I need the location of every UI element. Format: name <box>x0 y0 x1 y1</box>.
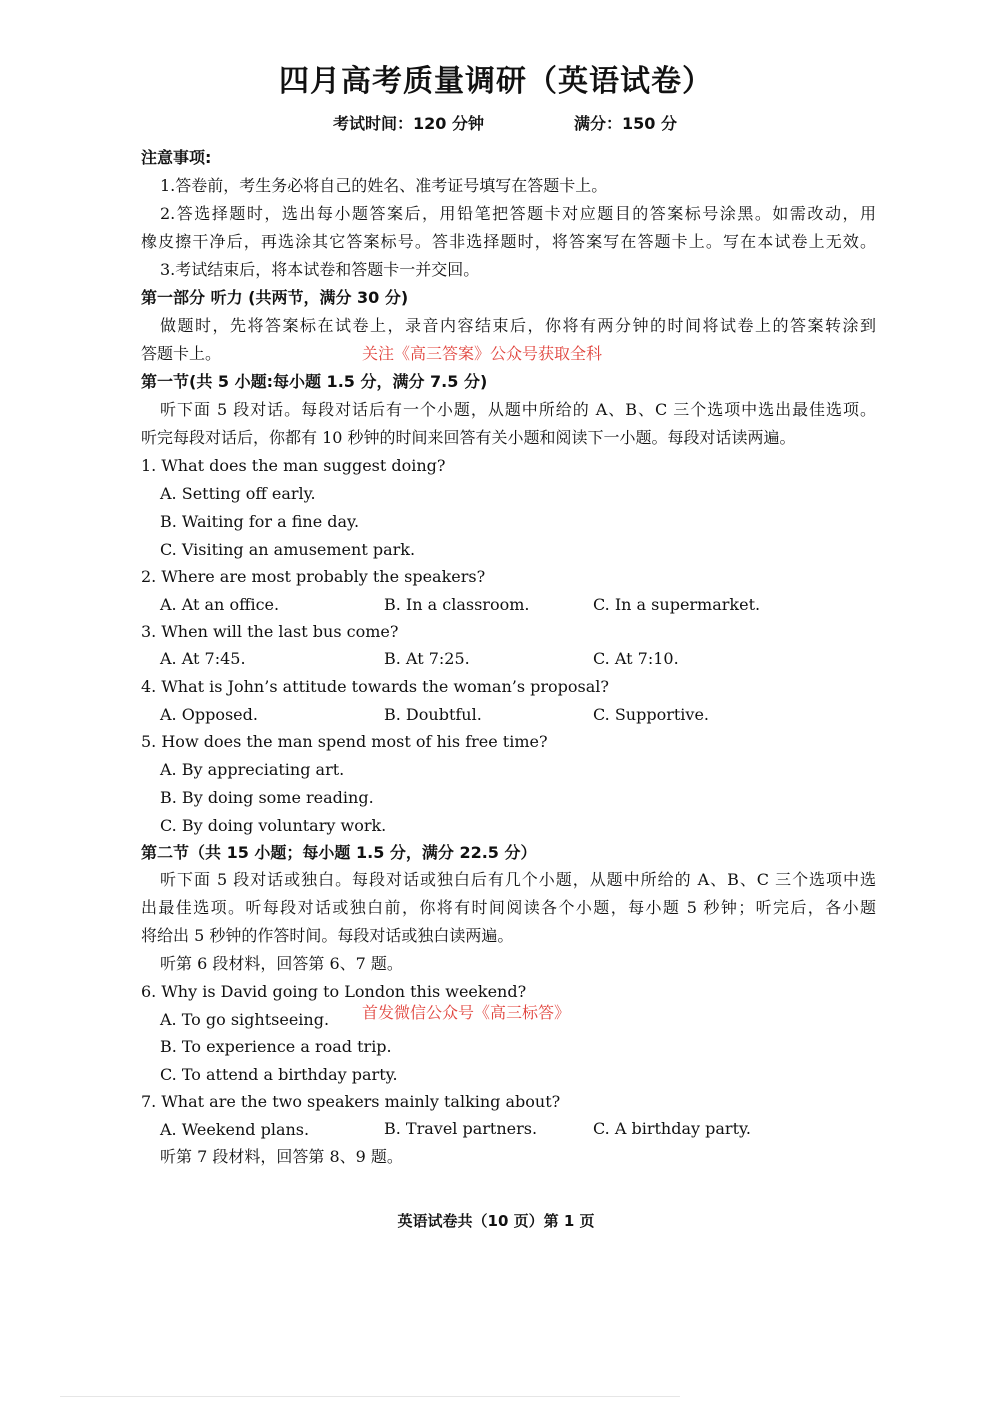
notice-item-3: 3.考试结束后，将本试卷和答题卡一并交回。 <box>160 260 480 279</box>
question-6-option-b: B. To experience a road trip. <box>160 1037 392 1056</box>
section1-heading: 第一节(共 5 小题:每小题 1.5 分，满分 7.5 分) <box>141 372 488 391</box>
bottom-divider <box>60 1396 680 1397</box>
material-6-instruction: 听第 6 段材料，回答第 6、7 题。 <box>160 954 403 973</box>
question-5-option-c: C. By doing voluntary work. <box>160 816 387 835</box>
question-3-option-a: A. At 7:45. <box>160 649 246 668</box>
question-7-stem: 7. What are the two speakers mainly talking about? <box>141 1092 561 1111</box>
part1-intro-b: 答题卡上。 <box>141 344 222 363</box>
question-5-option-b: B. By doing some reading. <box>160 788 374 807</box>
question-2-option-b: B. In a classroom. <box>384 595 530 614</box>
question-1-option-c: C. Visiting an amusement park. <box>160 540 416 559</box>
notice-item-1: 1.答卷前，考生务必将自己的姓名、准考证号填写在答题卡上。 <box>160 176 608 195</box>
question-4-stem: 4. What is John’s attitude towards the woman’s proposal? <box>141 677 609 696</box>
question-3-option-c: C. At 7:10. <box>593 649 679 668</box>
section1-intro-b: 听完每段对话后，你都有 10 秒钟的时间来回答有关小题和阅读下一小题。每段对话读两遍。 <box>141 428 796 447</box>
question-5-option-a: A. By appreciating art. <box>160 760 345 779</box>
exam-title: 四月高考质量调研（英语试卷） <box>279 64 713 99</box>
question-2-stem: 2. Where are most probably the speakers? <box>141 567 486 586</box>
question-7-option-b: B. Travel partners. <box>384 1119 538 1138</box>
question-6-option-c: C. To attend a birthday party. <box>160 1065 398 1084</box>
question-7-option-a: A. Weekend plans. <box>160 1120 310 1139</box>
question-2-option-c: C. In a supermarket. <box>593 595 761 614</box>
section2-intro-c: 将给出 5 秒钟的作答时间。每段对话或独白读两遍。 <box>141 926 514 945</box>
question-2-option-a: A. At an office. <box>160 595 280 614</box>
question-5-stem: 5. How does the man spend most of his free time? <box>141 732 548 751</box>
section2-intro-a: 听下面 5 段对话或独白。每段对话或独白后有几个小题，从题中所给的 A、B、C 三个选项中选 <box>160 870 876 889</box>
question-1-stem: 1. What does the man suggest doing? <box>141 456 446 475</box>
notice-heading: 注意事项: <box>141 148 212 167</box>
question-1-option-a: A. Setting off early. <box>160 484 316 503</box>
section2-heading: 第二节（共 15 小题；每小题 1.5 分，满分 22.5 分） <box>141 843 537 862</box>
watermark-text-2: 首发微信公众号《高三标答》 <box>362 1003 571 1022</box>
material-7-instruction: 听第 7 段材料，回答第 8、9 题。 <box>160 1147 403 1166</box>
question-4-option-b: B. Doubtful. <box>384 705 482 724</box>
notice-item-2b: 橡皮擦干净后，再选涂其它答案标号。答非选择题时，将答案写在答题卡上。写在本试卷上无效。 <box>141 232 876 251</box>
notice-item-2a: 2.答选择题时，选出每小题答案后，用铅笔把答题卡对应题目的答案标号涂黑。如需改动，用 <box>160 204 876 223</box>
question-3-option-b: B. At 7:25. <box>384 649 470 668</box>
question-4-option-a: A. Opposed. <box>160 705 258 724</box>
question-3-stem: 3. When will the last bus come? <box>141 622 399 641</box>
section2-intro-b: 出最佳选项。听每段对话或独白前，你将有时间阅读各个小题，每小题 5 秒钟；听完后，各小题 <box>141 898 876 917</box>
question-7-option-c: C. A birthday party. <box>593 1119 751 1138</box>
question-4-option-c: C. Supportive. <box>593 705 710 724</box>
part1-heading: 第一部分 听力 (共两节，满分 30 分) <box>141 288 409 307</box>
page-footer: 英语试卷共（10 页）第 1 页 <box>397 1212 595 1230</box>
question-6-stem: 6. Why is David going to London this weekend? <box>141 982 527 1001</box>
question-6-option-a: A. To go sightseeing. <box>160 1010 330 1029</box>
watermark-text-1: 关注《高三答案》公众号获取全科 <box>362 344 603 363</box>
exam-score: 满分：150 分 <box>574 114 677 133</box>
section1-intro-a: 听下面 5 段对话。每段对话后有一个小题，从题中所给的 A、B、C 三个选项中选出最佳选项。 <box>160 400 876 419</box>
question-1-option-b: B. Waiting for a fine day. <box>160 512 360 531</box>
exam-time: 考试时间：120 分钟 <box>333 114 484 133</box>
part1-intro-a: 做题时，先将答案标在试卷上，录音内容结束后，你将有两分钟的时间将试卷上的答案转涂到 <box>160 316 876 335</box>
